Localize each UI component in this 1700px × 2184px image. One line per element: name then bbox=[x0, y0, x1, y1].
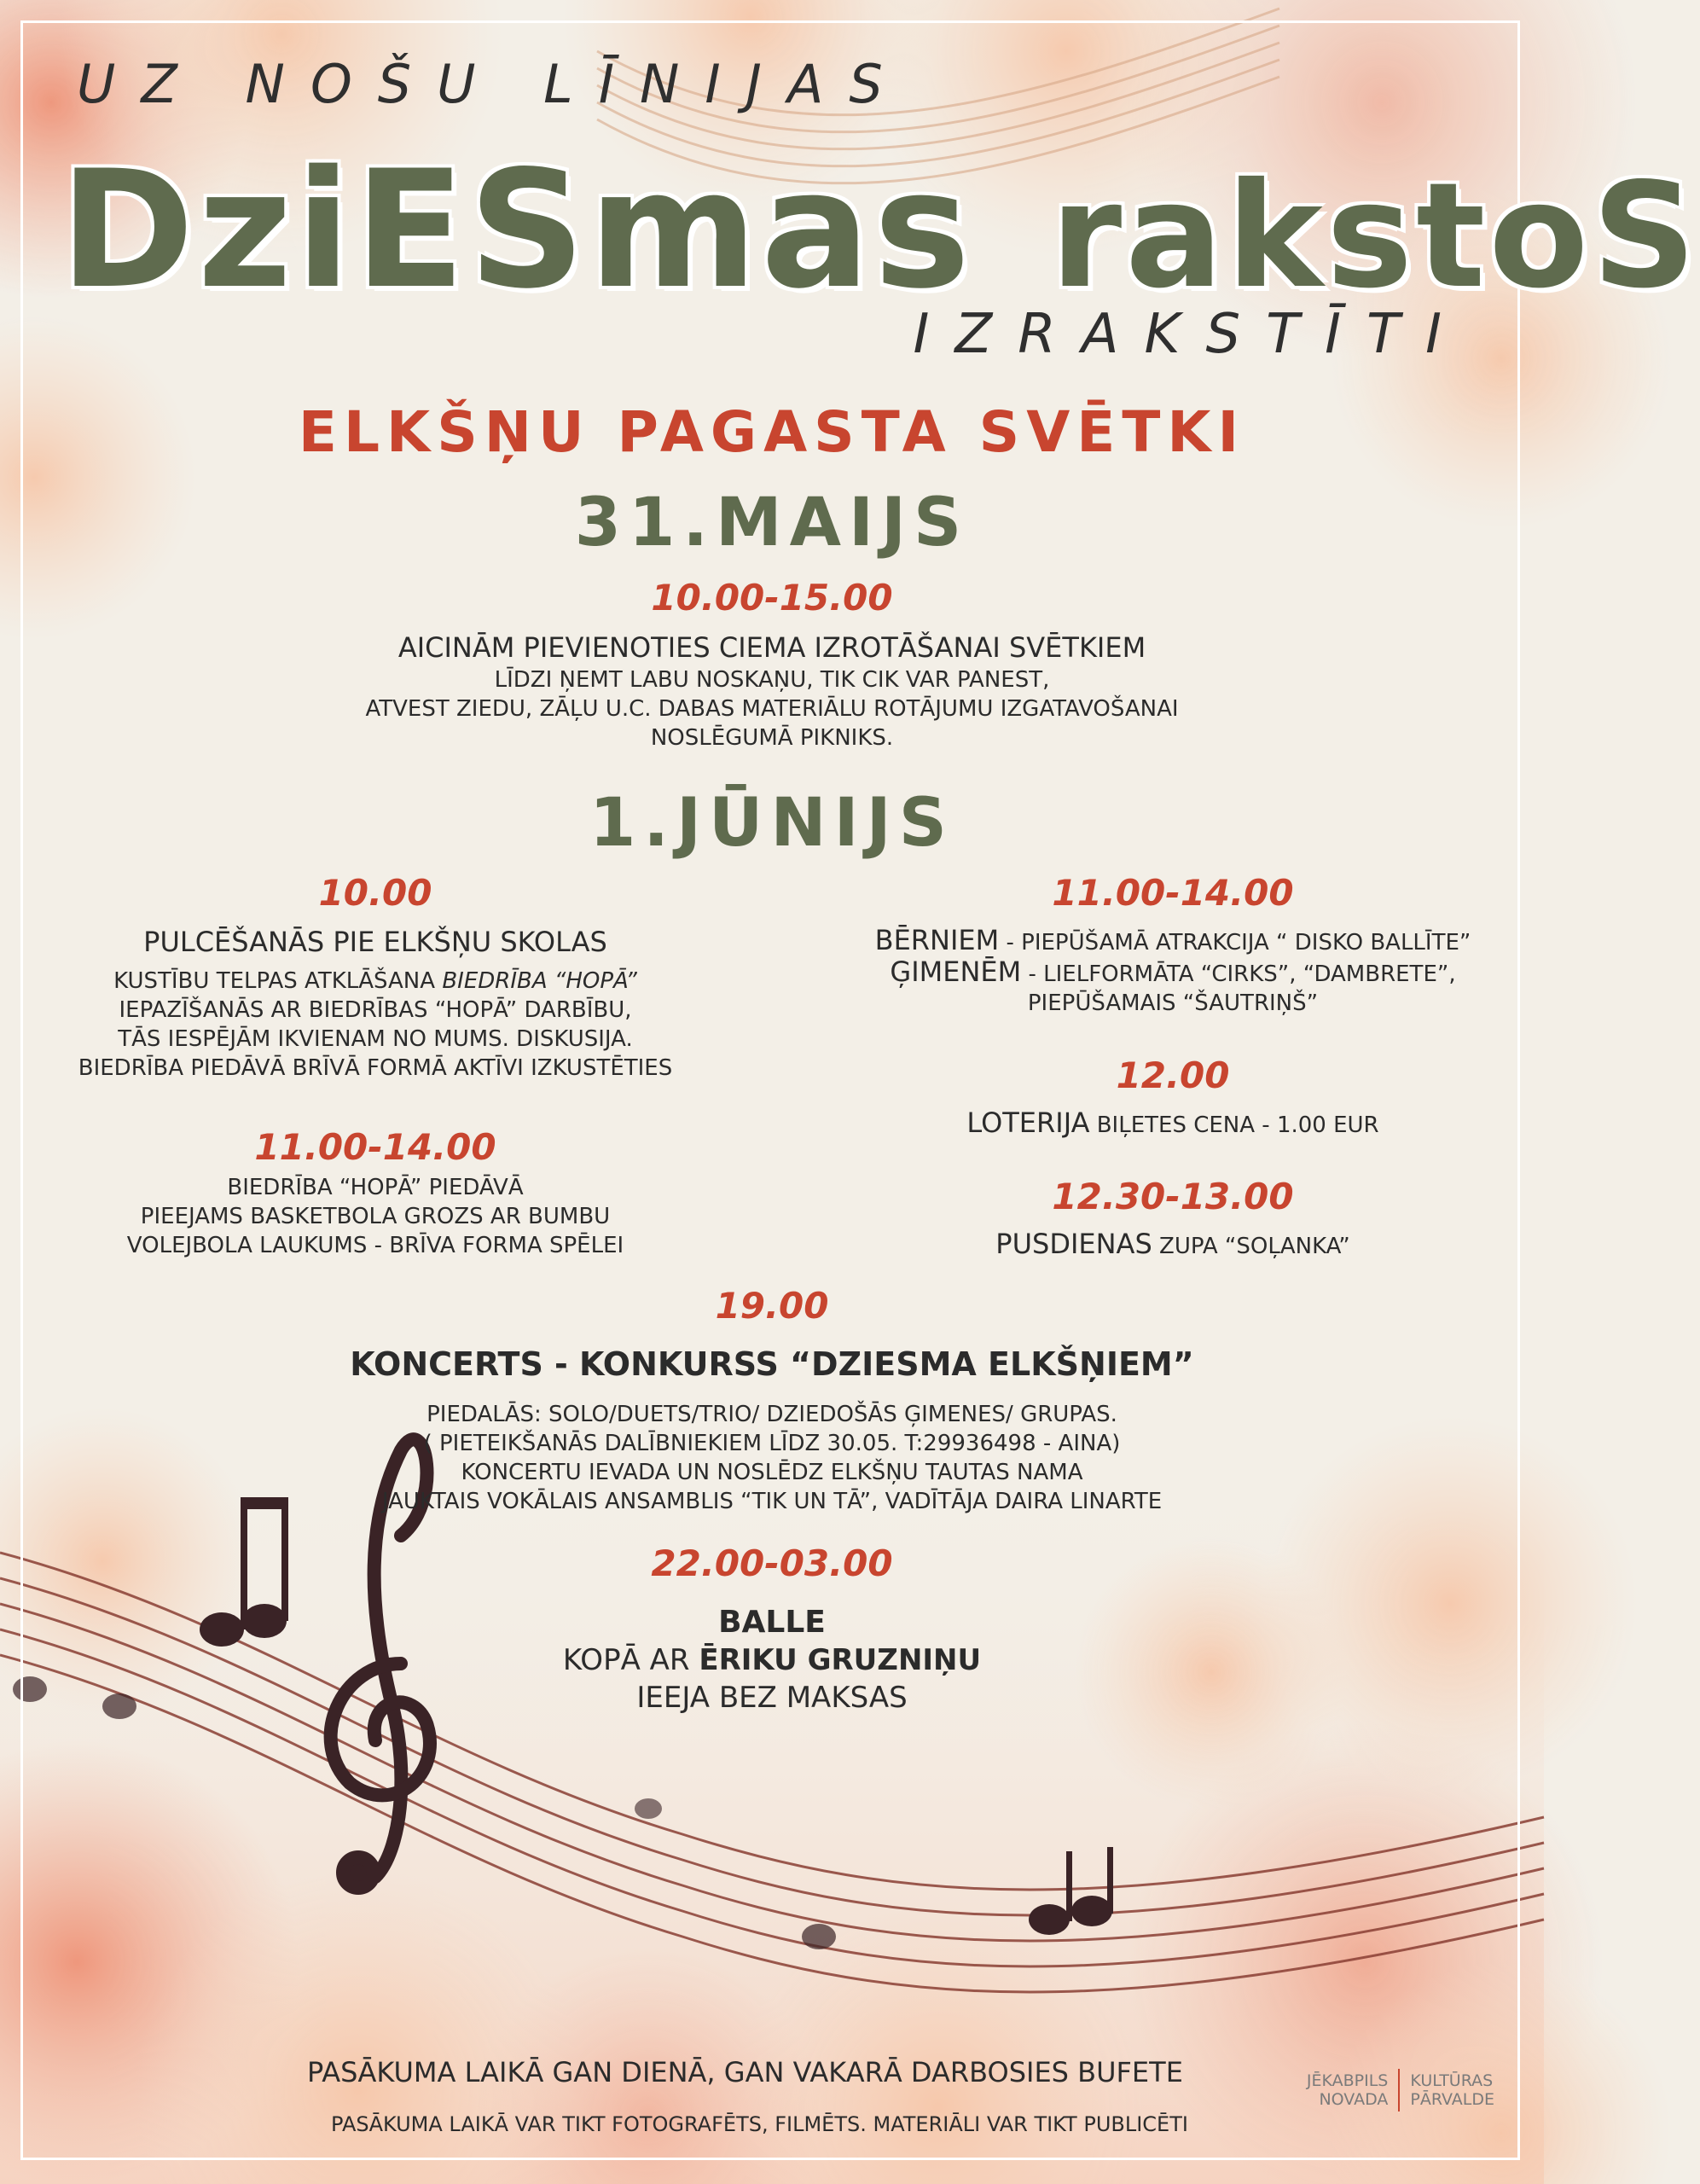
block-line-lead: PUSDIENAS bbox=[995, 1228, 1152, 1260]
day2-left-block-1 bbox=[34, 872, 717, 1083]
footer-notice: PASĀKUMA LAIKĀ VAR TIKT FOTOGRAFĒTS, FILMĒTS. MATERIĀLI VAR TIKT PUBLICĒTI bbox=[331, 2112, 1188, 2136]
event-title: ELKŠŅU PAGASTA SVĒTKI bbox=[298, 399, 1246, 465]
concert-line: ( PIETEIKŠANĀS DALĪBNIEKIEM LĪDZ 30.05. T:29936498 - AINA) bbox=[423, 1431, 1121, 1456]
concert-line: KONCERTU IEVADA UN NOSLĒDZ ELKŠŅU TAUTAS NAMA bbox=[461, 1460, 1083, 1485]
block-line: BIEDRĪBA “HOPĀ” PIEDĀVĀ bbox=[227, 1175, 524, 1200]
block-line-italic: BIEDRĪBA “HOPĀ” bbox=[442, 968, 637, 994]
block-time: 10.00 bbox=[318, 872, 432, 914]
block-time: 11.00-14.00 bbox=[1052, 872, 1294, 914]
logo-text: PĀRVALDE bbox=[1410, 2090, 1494, 2109]
block-line: PIEPŪŠAMAIS “ŠAUTRIŅŠ” bbox=[1027, 990, 1319, 1016]
ball-line bbox=[0, 1643, 1544, 1677]
block-line-text: ZUPA “SOĻANKA” bbox=[1152, 1234, 1350, 1259]
block-line-lead: BĒRNIEM bbox=[874, 924, 1000, 956]
block-line bbox=[819, 1229, 1527, 1261]
block-time: 12.00 bbox=[1116, 1054, 1230, 1096]
day1-main: AICINĀM PIEVIENOTIES CIEMA IZROTĀŠANAI SVĒTKIEM bbox=[397, 631, 1146, 664]
block-line: TĀS IESPĒJĀM IKVIENAM NO MUMS. DISKUSIJA. bbox=[118, 1026, 633, 1052]
block-line bbox=[819, 957, 1527, 989]
block-line-text: - LIELFORMĀTA “CIRKS”, “DAMBRETE”, bbox=[1021, 961, 1456, 987]
day1-line: ATVEST ZIEDU, ZĀĻU U.C. DABAS MATERIĀLU ROTĀJUMU IZGATAVOŠANAI bbox=[365, 696, 1179, 722]
day2-right-block-3 bbox=[819, 1176, 1527, 1261]
ball-block bbox=[0, 1542, 1544, 1715]
block-line: BIEDRĪBA PIEDĀVĀ BRĪVĀ FORMĀ AKTĪVI IZKUSTĒTIES bbox=[78, 1055, 673, 1081]
ball-title: BALLE bbox=[718, 1605, 826, 1640]
logo-right bbox=[1400, 2071, 1494, 2109]
block-time: 11.00-14.00 bbox=[254, 1126, 496, 1168]
main-title-word1: DziESmas bbox=[60, 136, 974, 324]
concert-time: 19.00 bbox=[715, 1285, 829, 1327]
logo-text: NOVADA bbox=[1319, 2090, 1389, 2109]
concert-block bbox=[0, 1285, 1544, 1516]
day2-right-block-2 bbox=[819, 1054, 1527, 1140]
block-line-text: KUSTĪBU TELPAS ATKLĀŠANA bbox=[113, 968, 443, 994]
footer-bufete: PASĀKUMA LAIKĀ GAN DIENĀ, GAN VAKARĀ DARBOSIES BUFETE bbox=[307, 2056, 1183, 2088]
block-line bbox=[819, 1108, 1527, 1140]
block-main: PULCĒŠANĀS PIE ELKŠŅU SKOLAS bbox=[143, 926, 607, 958]
day2-right-block-1 bbox=[819, 872, 1527, 1018]
main-title bbox=[60, 128, 1700, 327]
concert-title: KONCERTS - KONKURSS “DZIESMA ELKŠŅIEM” bbox=[350, 1345, 1194, 1383]
block-line: VOLEJBOLA LAUKUMS - BRĪVA FORMA SPĒLEI bbox=[126, 1233, 624, 1258]
ball-line-text: KOPĀ AR bbox=[562, 1643, 699, 1677]
day1-date: 31.MAIJS bbox=[574, 485, 970, 561]
logo-text: KULTŪRAS bbox=[1410, 2071, 1494, 2090]
block-line bbox=[34, 967, 717, 996]
ball-time: 22.00-03.00 bbox=[651, 1542, 893, 1584]
header-kicker: UZ NOŠU LĪNIJAS bbox=[77, 53, 908, 115]
day1-line: NOSLĒGUMĀ PIKNIKS. bbox=[650, 725, 894, 751]
logo-left bbox=[1307, 2071, 1398, 2109]
ball-performer: ĒRIKU GRUZNIŅU bbox=[699, 1643, 982, 1677]
day2-left-block-2 bbox=[34, 1126, 717, 1260]
block-time: 12.30-13.00 bbox=[1052, 1176, 1294, 1217]
header-suffix: IZRAKSTĪTI bbox=[913, 303, 1467, 366]
day1-details bbox=[0, 665, 1544, 752]
logo-text: JĒKABPILS bbox=[1306, 2071, 1389, 2090]
block-line-text: - PIEPŪŠAMĀ ATRAKCIJA “ DISKO BALLĪTE” bbox=[999, 930, 1471, 956]
organizer-logo bbox=[1307, 2069, 1494, 2111]
day1-time: 10.00-15.00 bbox=[651, 577, 893, 619]
block-line: PIEEJAMS BASKETBOLA GROZS AR BUMBU bbox=[140, 1204, 611, 1229]
block-line-lead: ĢIMENĒM bbox=[890, 956, 1022, 988]
block-line: IEPAZĪŠANĀS AR BIEDRĪBAS “HOPĀ” DARBĪBU, bbox=[119, 997, 632, 1023]
day2-date: 1.JŪNIJS bbox=[589, 785, 954, 862]
concert-line: JAUKTAIS VOKĀLAIS ANSAMBLIS “TIK UN TĀ”, VADĪTĀJA DAIRA LINARTE bbox=[381, 1489, 1163, 1514]
concert-line: PIEDALĀS: SOLO/DUETS/TRIO/ DZIEDOŠĀS ĢIMENES/ GRUPAS. bbox=[426, 1402, 1117, 1427]
block-line-lead: LOTERIJA bbox=[966, 1107, 1090, 1139]
day1-line: LĪDZI ŅEMT LABU NOSKAŅU, TIK CIK VAR PANEST, bbox=[494, 667, 1050, 693]
block-line bbox=[819, 926, 1527, 957]
block-line-text: BIĻETES CENA - 1.00 EUR bbox=[1089, 1112, 1379, 1138]
ball-line: IEEJA BEZ MAKSAS bbox=[636, 1681, 908, 1715]
main-title-word2: rakstoS bbox=[1050, 152, 1700, 321]
